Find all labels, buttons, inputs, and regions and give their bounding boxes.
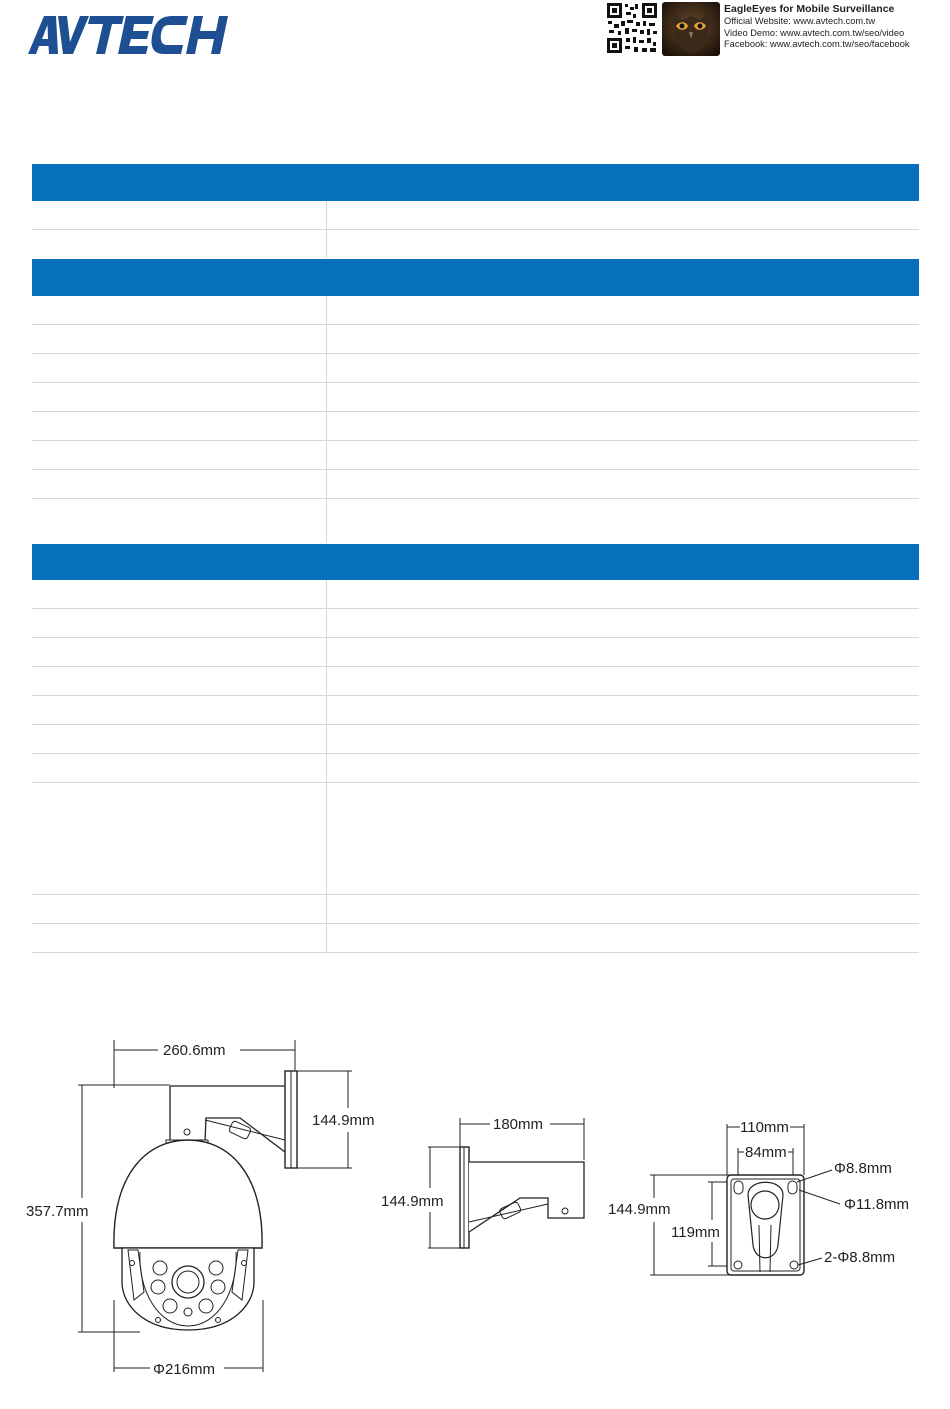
table-row (32, 383, 919, 412)
dim-plate-height: 144.9mm (608, 1201, 671, 1218)
table-row (32, 354, 919, 383)
table-row (32, 412, 919, 441)
dim-hole-small: Φ8.8mm (834, 1160, 892, 1177)
official-website-line: Official Website: www.avtech.com.tw (724, 16, 876, 26)
eagleeyes-owl-icon (662, 2, 720, 56)
table-row (32, 609, 919, 638)
table-row (32, 895, 919, 924)
table-row (32, 296, 919, 325)
dim-hole-large: Φ11.8mm (844, 1196, 910, 1213)
promo-title: EagleEyes for Mobile Surveillance (724, 3, 895, 15)
facebook-line: Facebook: www.avtech.com.tw/seo/facebook (724, 39, 910, 49)
dim-camera-bracket-height: 144.9mm (312, 1112, 375, 1129)
table-row (32, 499, 919, 543)
table-row (32, 230, 919, 258)
table-row (32, 725, 919, 754)
table-row (32, 201, 919, 230)
dim-camera-width: 260.6mm (163, 1042, 226, 1059)
table-row (32, 783, 919, 895)
dimension-diagrams (0, 1020, 950, 1409)
table-row (32, 325, 919, 354)
bracket-side-diagram (428, 1118, 584, 1248)
table-row (32, 754, 919, 783)
app-promo-block (606, 2, 926, 56)
dim-plate-inner-width: 84mm (745, 1144, 787, 1161)
table-row (32, 924, 919, 953)
dim-bracket-height: 144.9mm (381, 1193, 444, 1210)
section-header-bar (32, 544, 919, 580)
table-row (32, 667, 919, 696)
dim-camera-total-height: 357.7mm (26, 1203, 89, 1220)
dim-bracket-length: 180mm (493, 1116, 544, 1133)
dim-camera-diameter: Φ216mm (153, 1361, 215, 1378)
qr-code-icon (606, 2, 658, 54)
table-row (32, 696, 919, 725)
table-row (32, 441, 919, 470)
section-header-bar (32, 164, 919, 201)
section-header-bar (32, 259, 919, 296)
dim-hole-bottom: 2-Φ8.8mm (824, 1249, 896, 1266)
avtech-logo (28, 14, 253, 56)
camera-side-diagram (78, 1040, 352, 1372)
table-row (32, 470, 919, 499)
table-row (32, 580, 919, 609)
table-row (32, 638, 919, 667)
dim-plate-inner-height: 119mm (671, 1224, 720, 1241)
dim-plate-width: 110mm (740, 1119, 789, 1136)
video-demo-line: Video Demo: www.avtech.com.tw/seo/video (724, 27, 905, 38)
